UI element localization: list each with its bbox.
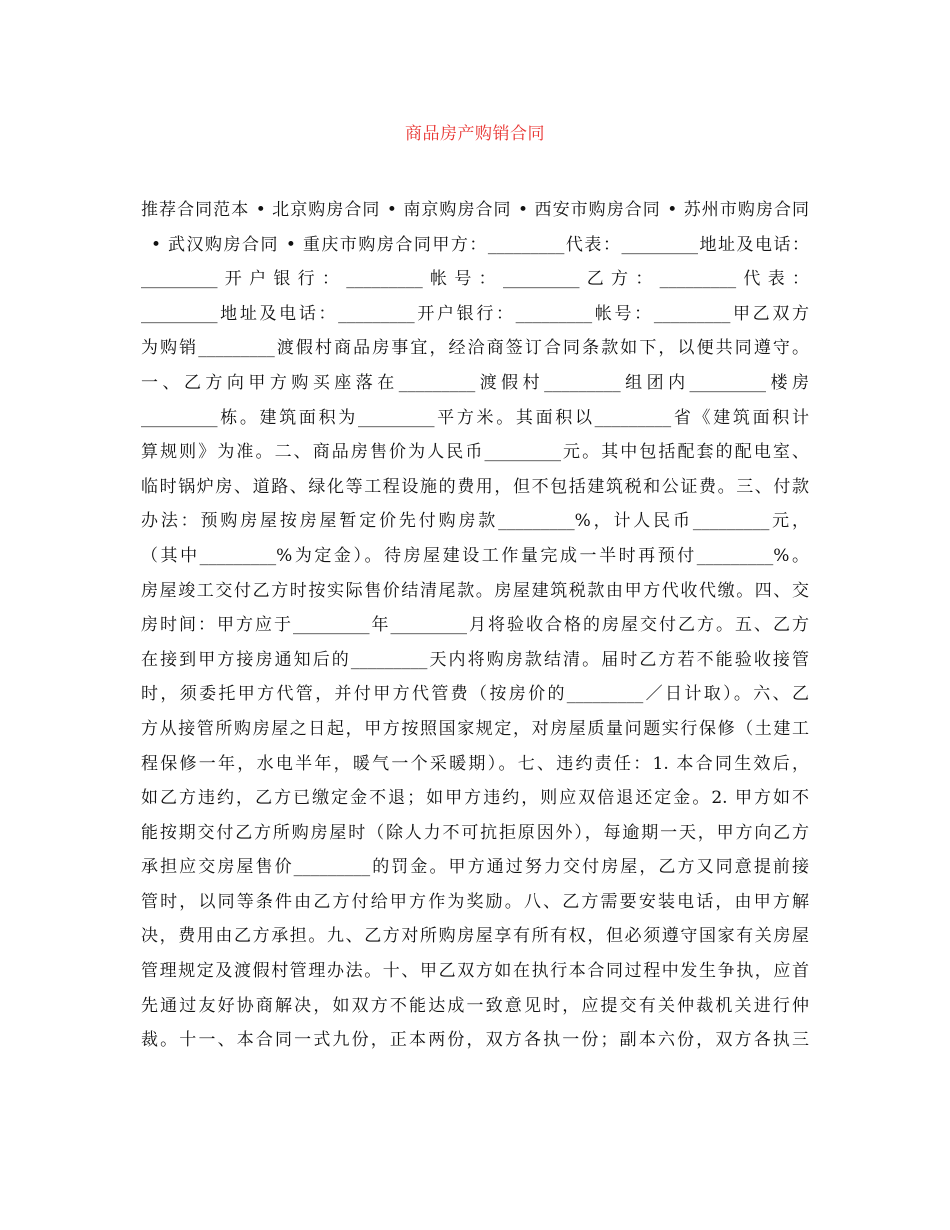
body-line: 为购销_________渡假村商品房事宜，经洽商签订合同条款如下，以便共同遵守。 bbox=[141, 338, 809, 359]
body-line: _________开户银行：_________帐号：_________乙方：_________代表： bbox=[141, 269, 809, 290]
document-body bbox=[141, 193, 809, 1058]
body-line: 承担应交房屋售价_________的罚金。甲方通过努力交付房屋，乙方又同意提前接 bbox=[141, 857, 809, 878]
body-line: 临时锅炉房、道路、绿化等工程设施的费用，但不包括建筑税和公证费。三、付款 bbox=[141, 476, 809, 497]
body-line: _________地址及电话：_________开户银行：_________帐号：_________甲乙双方 bbox=[141, 303, 809, 324]
body-line: 一、乙方向甲方购买座落在_________渡假村_________组团内_________楼房 bbox=[141, 372, 809, 393]
body-line: 裁。十一、本合同一式九份，正本两份，双方各执一份；副本六份，双方各执三 bbox=[141, 1030, 809, 1051]
document-title: 商品房产购销合同 bbox=[405, 124, 545, 144]
body-line: 房时间：甲方应于_________年_________月将验收合格的房屋交付乙方。五、乙方 bbox=[141, 615, 809, 636]
body-line: 管理规定及渡假村管理办法。十、甲乙双方如在执行本合同过程中发生争执，应首 bbox=[141, 961, 809, 982]
body-line: 方从接管所购房屋之日起，甲方按照国家规定，对房屋质量问题实行保修（土建工 bbox=[141, 718, 809, 739]
body-line: 房屋竣工交付乙方时按实际售价结清尾款。房屋建筑税款由甲方代收代缴。四、交 bbox=[141, 580, 809, 601]
body-line: 如乙方违约，乙方已缴定金不退；如甲方违约，则应双倍退还定金。2. 甲方如不 bbox=[141, 788, 809, 809]
body-line: 程保修一年，水电半年，暖气一个采暖期）。七、违约责任：1. 本合同生效后， bbox=[141, 753, 809, 774]
body-line: 推荐合同范本 • 北京购房合同 • 南京购房合同 • 西安市购房合同 • 苏州市购房合同 bbox=[141, 200, 809, 220]
body-line: 先通过友好协商解决，如双方不能达成一致意见时，应提交有关仲裁机关进行仲 bbox=[141, 995, 809, 1016]
body-line: _________栋。建筑面积为_________平方米。其面积以_________省《建筑面积计 bbox=[141, 407, 809, 428]
body-line: 办法：预购房屋按房屋暂定价先付购房款_________%，计人民币_________元， bbox=[141, 511, 809, 532]
body-line: （其中_________%为定金）。待房屋建设工作量完成一半时再预付_________%。 bbox=[141, 545, 809, 566]
body-line: 决，费用由乙方承担。九、乙方对所购房屋享有所有权，但必须遵守国家有关房屋 bbox=[141, 926, 809, 947]
body-line: • 武汉购房合同 • 重庆市购房合同甲方：_________代表：_________地址及电话： bbox=[151, 234, 809, 255]
body-line: 算规则》为准。二、商品房售价为人民币_________元。其中包括配套的配电室、 bbox=[141, 442, 809, 463]
body-line: 在接到甲方接房通知后的_________天内将购房款结清。届时乙方若不能验收接管 bbox=[141, 649, 809, 670]
body-line: 时，须委托甲方代管，并付甲方代管费（按房价的_________／日计取）。六、乙 bbox=[141, 684, 809, 705]
body-line: 管时，以同等条件由乙方付给甲方作为奖励。八、乙方需要安装电话，由甲方解 bbox=[141, 891, 809, 912]
body-line: 能按期交付乙方所购房屋时（除人力不可抗拒原因外），每逾期一天，甲方向乙方 bbox=[141, 822, 809, 843]
